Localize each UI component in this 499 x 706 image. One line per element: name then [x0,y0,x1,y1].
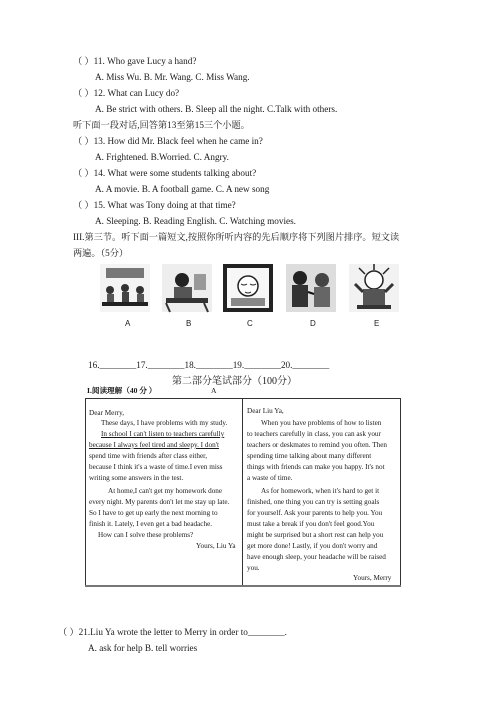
letter2-line: things with friends can make you happy. It's not [247,463,385,471]
picture-label-e: E [374,319,380,328]
letter1-line: because I think it's a waste of time.I even miss [89,463,223,471]
dialog-instruction: 听下面一段对话,回答第13至第15三个小题。 [73,120,250,130]
picture-label-c: C [247,319,253,328]
letter1-line: writing some answers in the test. [89,474,184,482]
q15-options: A. Sleeping. B. Reading English. C. Watching movies. [95,216,296,226]
picture-label-a: A [125,319,131,328]
q14-options: A. A movie. B. A football game. C. A new song [95,184,270,194]
box-shadow-edge [85,585,401,587]
letters-box [85,398,401,587]
q13-stem: （ ）13. How did Mr. Black feel when he came in? [73,136,263,146]
letter2-line: Dear Liu Ya, [247,407,284,415]
letter2-line: to teachers carefully in class, you can ask your [247,430,381,438]
part2-title: 第二部分笔试部分（100分） [172,376,297,387]
letter2-line: get more done! Lastly, if you don't worry and [247,542,378,550]
reading-heading: I.阅读理解（40 分 ） [87,386,157,395]
letter2-line: As for homework, when it's hard to get it [261,487,380,495]
letter-from-liu-ya [86,399,242,586]
letter2-line: a waste of time. [247,474,293,482]
letter1-line: At home,I can't get my homework done [108,487,223,495]
letter1-line: In school I can't listen to teachers carefully [101,430,225,438]
letter1-line: How can I solve these problems? [98,531,194,539]
letter2-line: have enough sleep, your headache will be raised [247,553,386,561]
letter2-signature: Yours, Merry [353,574,392,582]
section3-instruction: III.第三节。听下面一篇短文,按照你所听内容的先后顺序将下列图片排序。短文读 [73,232,400,242]
picture-strip [95,262,400,334]
picture-label-b: B [186,319,192,328]
letter2-line: spending time talking about many different [247,452,372,460]
q14-stem: （ ）14. What were some students talking about? [73,168,257,178]
letter2-line: must take a break if you don't feel good.You [247,520,375,528]
q21-stem: （ ）21.Liu Ya wrote the letter to Merry in order to________. [58,627,287,637]
picture-c-sleeping-kid [221,262,275,314]
letter1-line: every night. My parents don't let me stay up late. [89,498,230,506]
letter1-line: Dear Merry, [89,409,125,417]
picture-a-classroom [98,262,152,314]
picture-b-study-desk [160,262,214,314]
letter-from-merry [243,399,400,586]
q15-stem: （ ）15. What was Tony doing at that time? [73,200,236,210]
letter2-line: might be surprised but a short rest can help you [247,531,384,539]
letter1-line: These days, I have problems with my study. [101,419,228,427]
letter2-line: teachers or deskmates to remind you often. Then [247,441,387,449]
letter2-line: you. [247,564,260,572]
letter1-line: because I always feel tired and sleepy. I don't [89,441,219,449]
picture-e-headache [347,262,401,314]
letter1-line: spend time with friends after class either, [89,452,208,460]
section3-instruction-cont: 两遍。（5分） [73,248,129,258]
letter2-line: finished, one thing you can try is setting goals [247,498,380,506]
q13-options: A. Frightened. B.Worried. C. Angry. [95,152,229,162]
letter1-line: So I have to get up early the next morning to [89,509,218,517]
q12-stem: （ ）12. What can Lucy do? [73,88,180,98]
letter1-line: finish it. Lately, I even get a bad headache. [89,520,213,528]
answer-blanks: 16.________17.________18.________19.________20.________ [88,360,330,370]
letter1-signature: Yours, Liu Ya [196,542,236,550]
picture-d-friends-talking [284,262,338,314]
q11-options: A. Miss Wu. B. Mr. Wang. C. Miss Wang. [95,72,250,82]
q11-stem: （ ）11. Who gave Lucy a hand? [73,56,197,66]
letter2-line: for yourself. Ask your parents to help you. You [247,509,383,517]
q21-options: A. ask for help B. tell worries [88,643,198,653]
picture-label-d: D [310,319,316,328]
q12-options: A. Be strict with others. B. Sleep all the night. C.Talk with others. [95,104,338,114]
reading-heading-bar [85,386,401,398]
letter2-line: When you have problems of how to listen [261,419,382,427]
passage-tag: A [211,386,217,395]
